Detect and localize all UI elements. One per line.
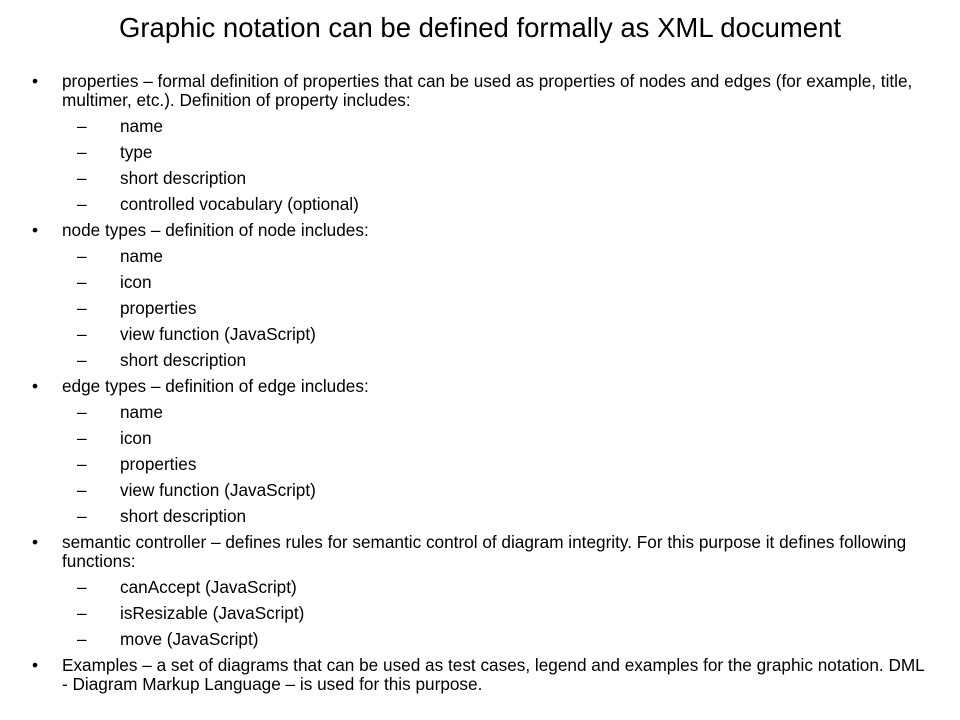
sub-item — [77, 403, 932, 422]
sub-list — [62, 403, 932, 526]
bullet-text: node types – definition of node includes: — [62, 220, 369, 240]
dash-marker: – — [77, 194, 87, 214]
sub-item — [77, 273, 932, 292]
dash-marker: – — [77, 246, 87, 266]
bullet-list — [32, 72, 932, 700]
sub-item — [77, 507, 932, 526]
bullet-semantic-controller — [32, 533, 932, 649]
dash-marker: – — [77, 324, 87, 344]
sub-list — [62, 578, 932, 649]
sub-item — [77, 195, 932, 214]
dash-marker: – — [77, 298, 87, 318]
sub-item — [77, 630, 932, 649]
sub-item-text: name — [120, 402, 163, 422]
bullet-node-types — [32, 221, 932, 370]
sub-item — [77, 604, 932, 623]
bullet-text: semantic controller – defines rules for semantic control of diagram integrity. For this purpose it defines following functions: — [62, 532, 907, 571]
sub-item-text: short description — [120, 168, 247, 188]
dash-marker: – — [77, 629, 87, 649]
bullet-edge-types — [32, 377, 932, 526]
sub-item-text: view function (JavaScript) — [120, 324, 316, 344]
dash-marker: – — [77, 428, 87, 448]
sub-item-text: controlled vocabulary (optional) — [120, 194, 359, 214]
bullet-marker: • — [32, 376, 39, 396]
sub-item — [77, 351, 932, 370]
sub-item — [77, 143, 932, 162]
bullet-examples — [32, 656, 932, 694]
sub-item — [77, 299, 932, 318]
dash-marker: – — [77, 506, 87, 526]
sub-item-text: icon — [120, 428, 152, 448]
sub-item — [77, 455, 932, 474]
sub-item — [77, 117, 932, 136]
bullet-text: properties – formal definition of properties that can be used as properties of nodes and edges (for example, title, multimer, etc.). Definition of property includes: — [62, 71, 913, 110]
bullet-text: edge types – definition of edge includes: — [62, 376, 369, 396]
sub-item — [77, 325, 932, 344]
slide-title: Graphic notation can be defined formally as XML document — [118, 12, 842, 43]
sub-item-text: short description — [120, 506, 247, 526]
sub-item-text: move (JavaScript) — [120, 629, 259, 649]
bullet-marker: • — [32, 532, 39, 552]
sub-item-text: properties — [120, 454, 197, 474]
sub-item-text: view function (JavaScript) — [120, 480, 316, 500]
dash-marker: – — [77, 454, 87, 474]
dash-marker: – — [77, 577, 87, 597]
bullet-marker: • — [32, 220, 39, 240]
dash-marker: – — [77, 603, 87, 623]
sub-list — [62, 117, 932, 214]
dash-marker: – — [77, 116, 87, 136]
sub-item — [77, 578, 932, 597]
sub-item — [77, 169, 932, 188]
sub-item-text: name — [120, 246, 163, 266]
sub-item-text: isResizable (JavaScript) — [120, 603, 305, 623]
sub-item-text: short description — [120, 350, 247, 370]
sub-item — [77, 247, 932, 266]
bullet-properties — [32, 72, 932, 214]
bullet-text: Examples – a set of diagrams that can be used as test cases, legend and examples for the graphic notation. DML - Diagram Markup Language – is used for this purpose. — [62, 655, 925, 694]
sub-item-text: name — [120, 116, 163, 136]
sub-item — [77, 481, 932, 500]
dash-marker: – — [77, 350, 87, 370]
sub-item-text: type — [120, 142, 153, 162]
dash-marker: – — [77, 272, 87, 292]
dash-marker: – — [77, 480, 87, 500]
bullet-marker: • — [32, 71, 39, 91]
sub-item — [77, 429, 932, 448]
bullet-marker: • — [32, 655, 39, 675]
sub-item-text: icon — [120, 272, 152, 292]
sub-item-text: properties — [120, 298, 197, 318]
sub-item-text: canAccept (JavaScript) — [120, 577, 297, 597]
dash-marker: – — [77, 402, 87, 422]
dash-marker: – — [77, 142, 87, 162]
dash-marker: – — [77, 168, 87, 188]
sub-list — [62, 247, 932, 370]
